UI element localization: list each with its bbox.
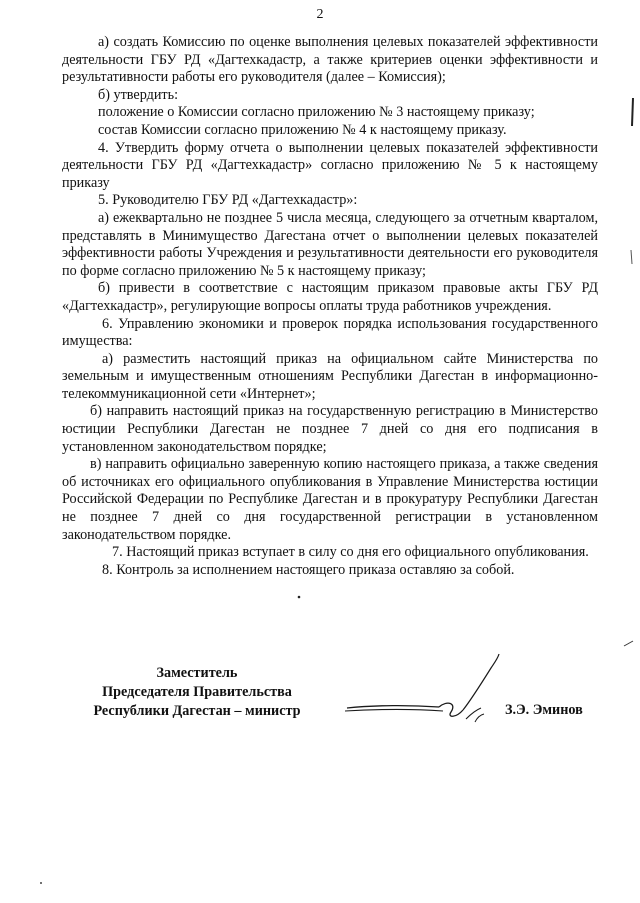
signer-position-line1: Заместитель: [156, 665, 238, 681]
paragraph-5a: а) ежеквартально не позднее 5 числа месяца, следующего за отчетным кварталом, представлять в Минимущество Дагестана отчет о выполнении целевых показателей эффективности работы Учреждения и результативности деятельности его руководителя по форме согласно приложению № 5 к настоящему приказу;: [62, 209, 598, 279]
paragraph-8: 8. Контроль за исполнением настоящего приказа оставляю за собой.: [102, 561, 515, 578]
scan-speck-icon: [38, 880, 44, 886]
scan-edge-mark-icon: [627, 98, 637, 126]
paragraph-5b: б) привести в соответствие с настоящим приказом правовые акты ГБУ РД «Дагтехкадастр», регулирующие вопросы оплаты труда работников учреждения.: [62, 280, 598, 314]
paragraph-6b: б) направить настоящий приказ на государственную регистрацию в Министерство юстиции Республики Дагестан не позднее 7 дней со дня его подписания в установленном законодательством порядке;: [62, 403, 598, 455]
paragraph-6a: а) разместить настоящий приказ на официальном сайте Министерства по земельным и имущественным отношениям Республики Дагестан в информационно-телекоммуникационной сети «Интернет»;: [62, 350, 598, 402]
signer-position-line2: Председателя Правительства: [102, 684, 292, 700]
scan-edge-mark-icon: [626, 250, 636, 264]
paragraph-3b-item1: положение о Комиссии согласно приложению № 3 настоящему приказу;: [98, 104, 535, 121]
paragraph-3a: а) создать Комиссию по оценке выполнения целевых показателей эффективности деятельности ГБУ РД «Дагтехкадастр, а также критериев оценки эффективности и результативности работы его руководителя (далее – Комиссия);: [62, 34, 598, 86]
paragraph-6c: в) направить официально заверенную копию настоящего приказа, а также сведения об источниках его официального опубликования в Управление Министерства юстиции Российской Федерации по Республике Дагестан и в прокуратуру Республики Дагестан не позднее 7 дней со дня государственной регистрации в установленном законодательством порядке.: [62, 456, 598, 543]
paragraph-3b-item2: состав Комиссии согласно приложению № 4 к настоящему приказу.: [98, 121, 507, 138]
paragraph-3b: б) утвердить:: [98, 86, 179, 103]
signer-position-line3: Республики Дагестан – министр: [93, 703, 301, 719]
signer-name: З.Э. Эминов: [505, 702, 583, 718]
paragraph-4: 4. Утвердить форму отчета о выполнении целевых показателей эффективности деятельности ГБУ РД «Дагтехкадастр» согласно приложению № 5 к настоящему приказу: [62, 139, 598, 191]
paragraph-6: 6. Управлению экономики и проверок порядка использования государственного имущества:: [62, 315, 598, 350]
handwritten-signature-icon: [335, 648, 500, 728]
page-number: 2: [316, 7, 324, 22]
scan-speck-icon: [623, 640, 635, 648]
paragraph-5: 5. Руководителю ГБУ РД «Дагтехкадастр»:: [98, 192, 358, 209]
scan-speck-icon: [296, 594, 302, 600]
signature-block: [0, 664, 640, 724]
paragraph-7: 7. Настоящий приказ вступает в силу со дня его официального опубликования.: [112, 544, 589, 561]
document-body: [62, 34, 598, 579]
